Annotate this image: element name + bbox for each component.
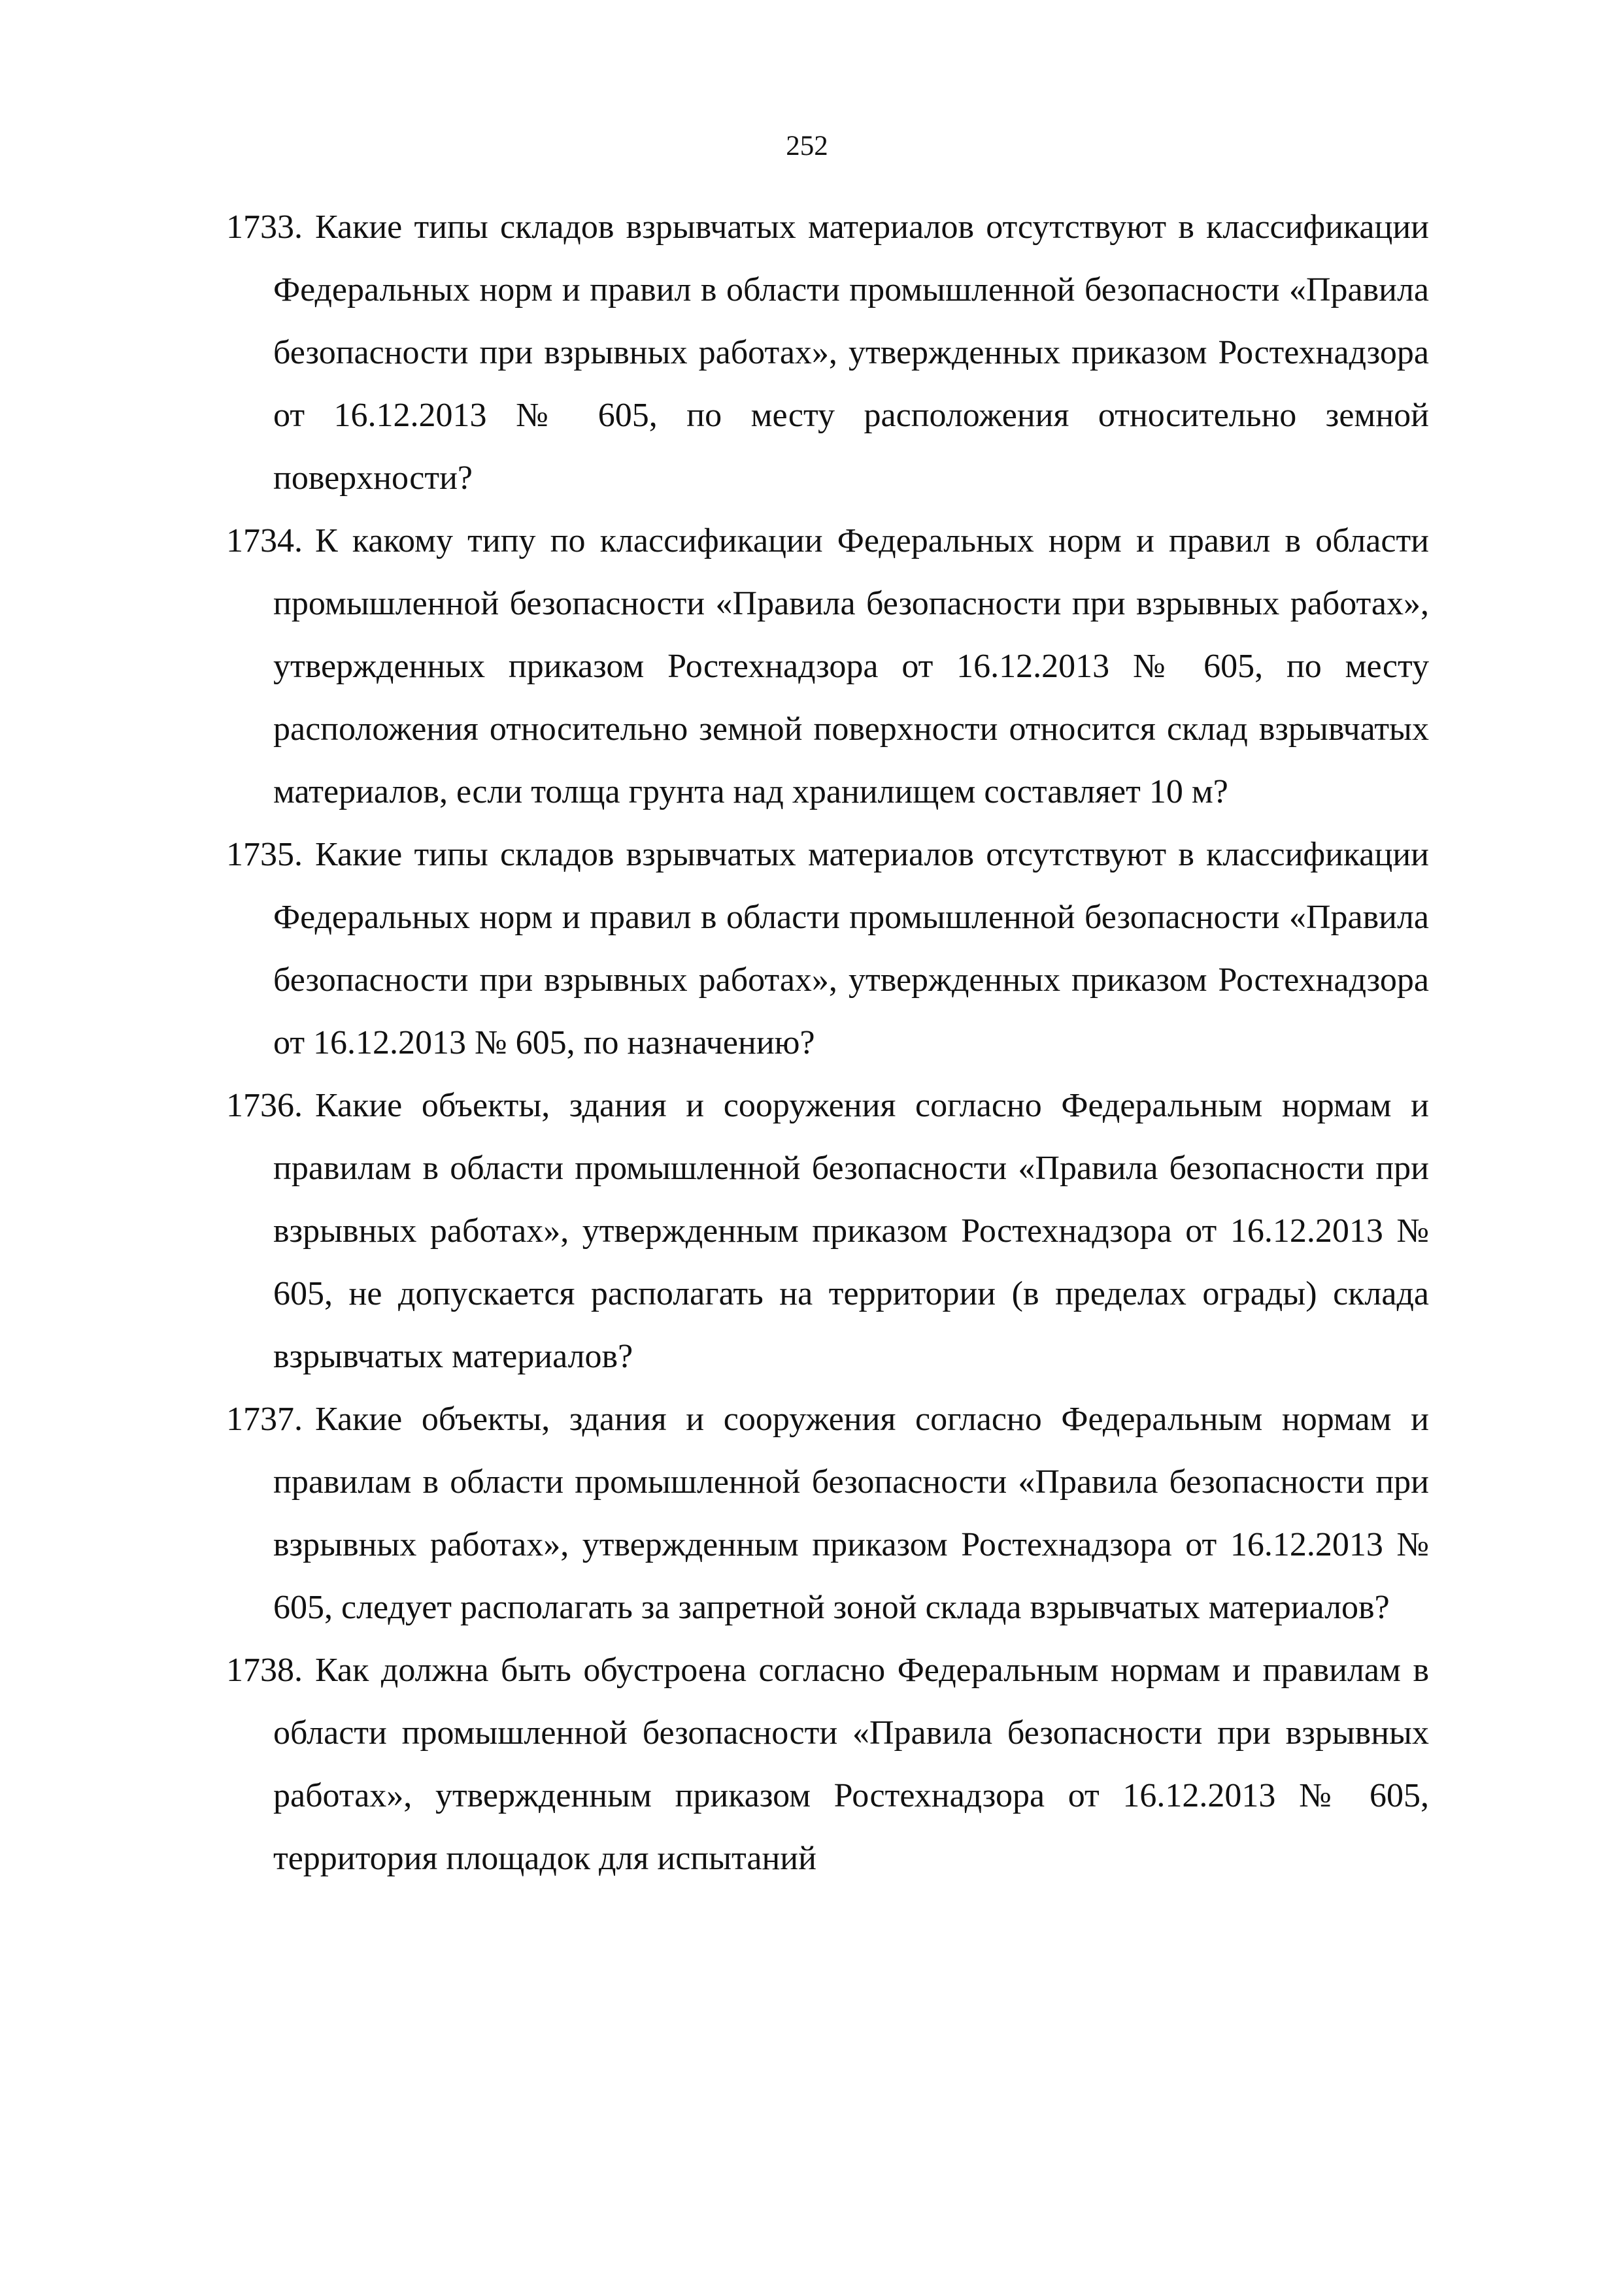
question-number: 1735. — [226, 836, 303, 873]
question-number: 1734. — [226, 522, 303, 559]
page-number: 252 — [786, 131, 828, 161]
question-text: К какому типу по классификации Федеральных норм и правил в области промышленной безопасности «Правила безопасности при взрывных работах», утвержденных приказом Ростехнадзора от 16.12.2013 № 605, по месту расположения относительно земной поверхности относится склад взрывчатых материалов, если толща грунта над хранилищем составляет 10 м? — [273, 522, 1429, 810]
question-item — [226, 510, 1429, 824]
question-number: 1736. — [226, 1087, 303, 1124]
question-number: 1733. — [226, 208, 303, 246]
question-text: Какие объекты, здания и сооружения согласно Федеральным нормам и правилам в области промышленной безопасности «Правила безопасности при взрывных работах», утвержденным приказом Ростехнадзора от 16.12.2013 № 605, следует располагать за запретной зоной склада взрывчатых материалов? — [273, 1401, 1429, 1626]
question-number: 1737. — [226, 1401, 303, 1438]
question-item — [226, 1639, 1429, 1890]
question-text: Какие типы складов взрывчатых материалов отсутствуют в классификации Федеральных норм и правил в области промышленной безопасности «Правила безопасности при взрывных работах», утвержденных приказом Ростехнадзора от 16.12.2013 № 605, по назначению? — [273, 836, 1429, 1061]
question-item — [226, 824, 1429, 1074]
question-list — [226, 196, 1429, 1890]
question-item — [226, 1388, 1429, 1639]
question-number: 1738. — [226, 1652, 303, 1689]
question-text: Какие объекты, здания и сооружения согласно Федеральным нормам и правилам в области промышленной безопасности «Правила безопасности при взрывных работах», утвержденным приказом Ростехнадзора от 16.12.2013 № 605, не допускается располагать на территории (в пределах ограды) склада взрывчатых материалов? — [273, 1087, 1429, 1375]
question-item — [226, 196, 1429, 510]
question-text: Какие типы складов взрывчатых материалов отсутствуют в классификации Федеральных норм и правил в области промышленной безопасности «Правила безопасности при взрывных работах», утвержденных приказом Ростехнадзора от 16.12.2013 № 605, по месту расположения относительно земной поверхности? — [273, 208, 1429, 497]
question-text: Как должна быть обустроена согласно Федеральным нормам и правилам в области промышленной безопасности «Правила безопасности при взрывных работах», утвержденным приказом Ростехнадзора от 16.12.2013 № 605, территория площадок для испытаний — [273, 1652, 1429, 1877]
question-item — [226, 1074, 1429, 1388]
